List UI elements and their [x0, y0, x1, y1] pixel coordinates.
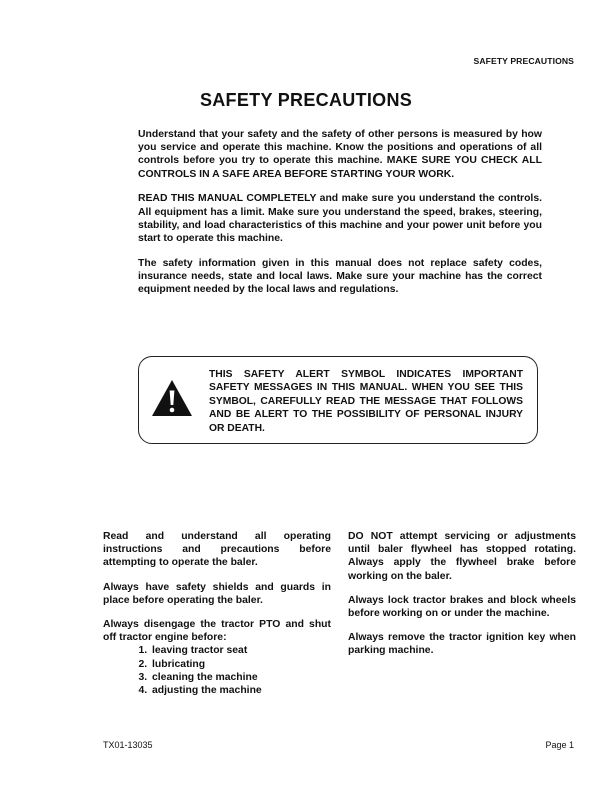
- safety-alert-box: [138, 356, 538, 444]
- right-paragraph-2: Always lock tractor brakes and block wheels before working on or under the machine.: [348, 594, 576, 620]
- disengage-list: [103, 644, 331, 697]
- page-number: Page 1: [545, 740, 574, 750]
- safety-alert-text: THIS SAFETY ALERT SYMBOL INDICATES IMPORTANT SAFETY MESSAGES IN THIS MANUAL. WHEN YOU SEE THIS SYMBOL, CAREFULLY READ THE MESSAGE THAT FOLLOWS AND BE ALERT TO THE POSSIBILITY OF PERSONAL INJURY OR DEATH.: [209, 369, 523, 434]
- warning-triangle-icon: [151, 379, 193, 417]
- document-id: TX01-13035: [103, 740, 153, 750]
- left-paragraph-2: Always have safety shields and guards in place before operating the baler.: [103, 581, 331, 606]
- page-title: SAFETY PRECAUTIONS: [199, 90, 413, 110]
- list-item: 2. lubricating: [150, 658, 331, 671]
- list-item: 4. adjusting the machine: [150, 684, 331, 697]
- left-paragraph-3: Always disengage the tractor PTO and shut off tractor engine before:: [103, 619, 331, 644]
- left-paragraph-1: Read and understand all operating instructions and precautions before attempting to operate the baler.: [103, 531, 331, 569]
- intro-section: [138, 128, 542, 308]
- right-paragraph-3: Always remove the tractor ignition key when parking machine.: [348, 632, 576, 657]
- list-item: 1. leaving tractor seat: [150, 644, 331, 657]
- right-column: [348, 530, 576, 669]
- intro-paragraph-1: Understand that your safety and the safety of other persons is measured by how you service and operate this machine. Know the positions and operations of all controls before you try to operate this machine. MAKE SURE YOU CHECK ALL CONTROLS IN A SAFE AREA BEFORE STARTING YOUR WORK.: [138, 129, 542, 180]
- left-column: [103, 530, 331, 697]
- running-header: SAFETY PRECAUTIONS: [473, 56, 574, 66]
- right-paragraph-1: DO NOT attempt servicing or adjustments until baler flywheel has stopped rotating. Always apply the flywheel brake before working on the baler.: [348, 531, 576, 582]
- list-item: 3. cleaning the machine: [150, 671, 331, 684]
- intro-paragraph-2: READ THIS MANUAL COMPLETELY and make sure you understand the controls. All equipment has a limit. Make sure you understand the speed, brakes, steering, stability, and load characteristics of this machine and your power unit before you start to operate this machine.: [138, 193, 542, 244]
- intro-paragraph-3: The safety information given in this manual does not replace safety codes, insurance needs, state and local laws. Make sure your machine has the correct equipment needed by the local laws and regulations.: [138, 257, 542, 296]
